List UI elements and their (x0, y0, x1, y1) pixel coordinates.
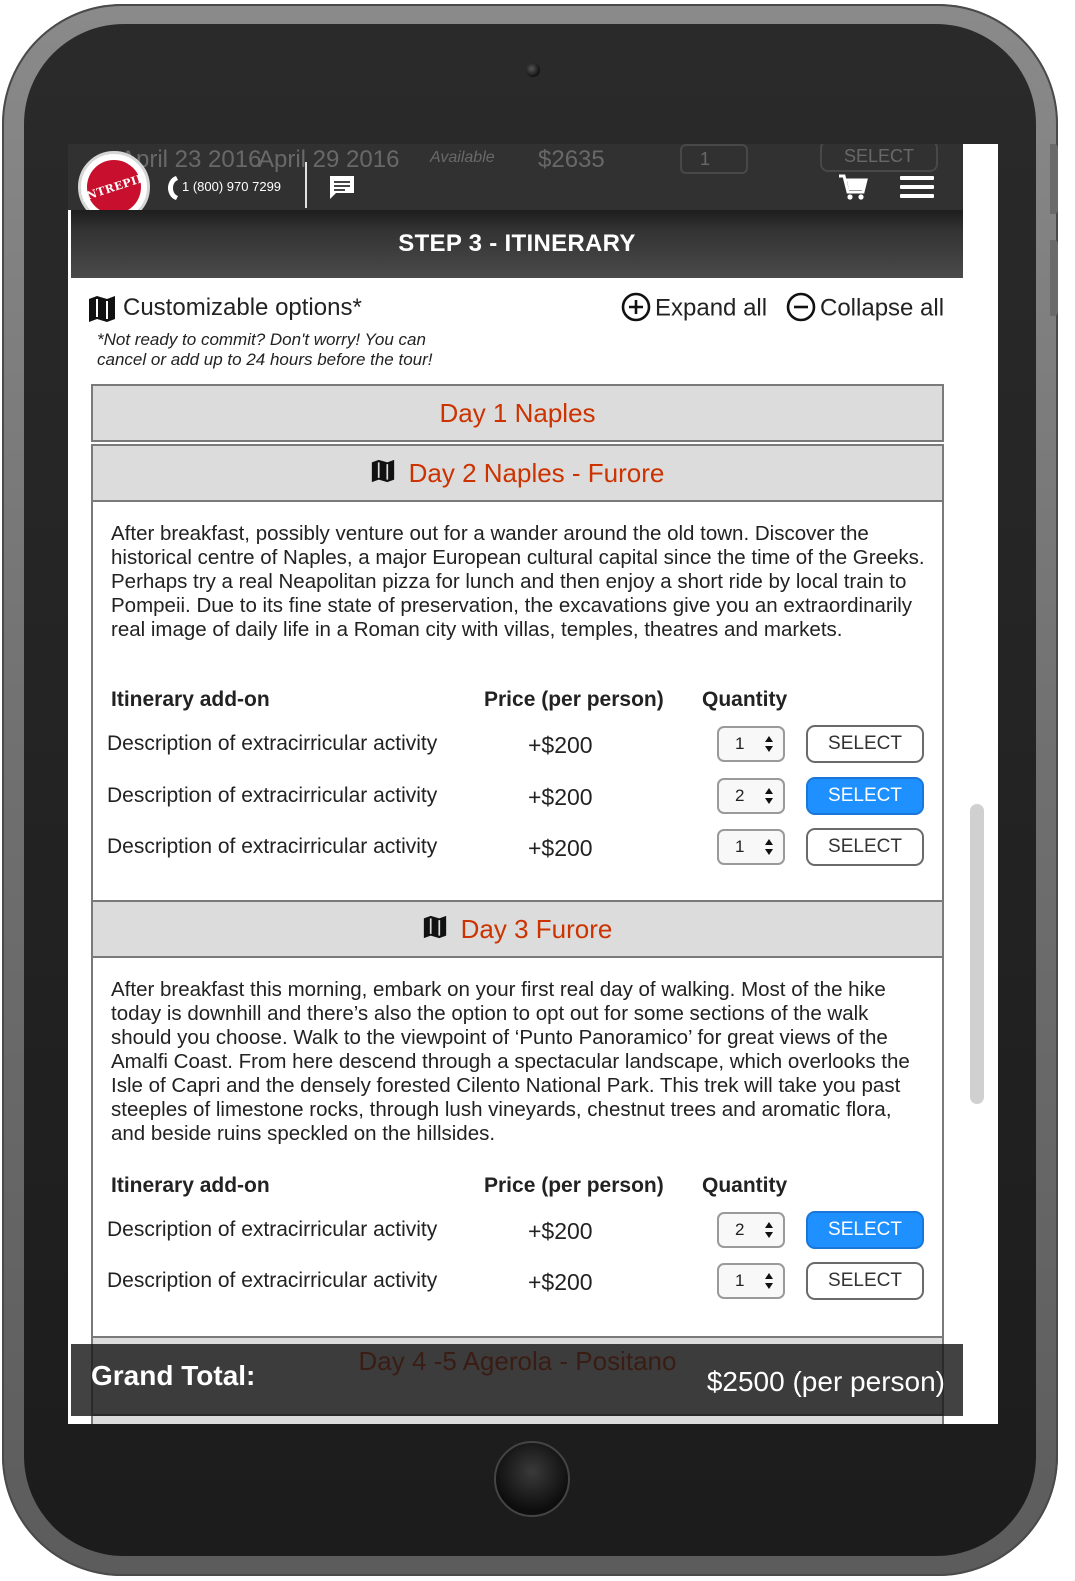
quantity-header: Quantity (702, 1174, 788, 1197)
home-button[interactable] (494, 1441, 570, 1517)
addon-price: +$200 (528, 1269, 593, 1295)
quantity-value: 2 (735, 1220, 745, 1239)
scrollbar[interactable] (970, 804, 984, 1104)
quantity-value: 2 (735, 786, 745, 805)
updown-icon (765, 1272, 773, 1290)
day-3-title: Day 3 Furore (460, 914, 613, 944)
select-button[interactable]: SELECT (806, 828, 924, 866)
grand-total-value: $2500 (per person) (706, 1366, 945, 1397)
side-button-upper (1050, 144, 1058, 214)
updown-icon (765, 787, 773, 805)
menu-icon[interactable] (900, 176, 934, 200)
day-1-title: Day 1 Naples (439, 398, 596, 428)
day-2-description: After breakfast, possibly venture out for a wander around the old town. Discover the historical centre of Naples, a major European cultural capital since the time of the Greeks. Perhaps try a real Neapolitan pizza for lunch and then enjoy a short ride by local train to Pompeii. Due to its fine state of preservation, the excavations give you an extraordinarily real image of daily life in a Roman city with villas, temples, theatres and markets. (111, 522, 925, 641)
collapse-all-button[interactable] (786, 294, 944, 324)
addon-price: +$200 (528, 732, 593, 758)
quantity-select[interactable] (717, 1212, 785, 1248)
side-button-lower (1050, 240, 1058, 316)
day-3-body (91, 958, 944, 1336)
updown-icon (765, 1221, 773, 1239)
addon-header: Itinerary add-on (111, 688, 270, 711)
select-button[interactable]: SELECT (806, 1262, 924, 1300)
options-note: *Not ready to commit? Don't worry! You can cancel or add up to 24 hours before the tour! (97, 330, 433, 369)
next-day-peek (91, 1416, 944, 1424)
addon-price: +$200 (528, 784, 593, 810)
select-button-selected[interactable]: SELECT (806, 1211, 924, 1249)
day-3-header[interactable] (91, 900, 944, 958)
addon-description: Description of extracirricular activity (107, 732, 438, 755)
updown-icon (765, 838, 773, 856)
expand-all-button[interactable] (621, 294, 767, 324)
plus-circle-icon (621, 292, 651, 322)
phone-number[interactable]: 1 (800) 970 7299 (182, 179, 282, 194)
customizable-options-label: Customizable options* (123, 294, 362, 321)
screen (68, 144, 998, 1424)
day-2-body (91, 502, 944, 900)
addon-price: +$200 (528, 835, 593, 861)
addon-description: Description of extracirricular activity (107, 1218, 438, 1241)
map-icon (423, 915, 447, 939)
collapse-all-label: Collapse all (820, 294, 945, 322)
top-bar (68, 144, 963, 210)
price-header: Price (per person) (484, 688, 664, 711)
step-title: STEP 3 - ITINERARY (71, 210, 963, 278)
select-button[interactable]: SELECT (806, 725, 924, 763)
day-2-title: Day 2 Naples - Furore (408, 458, 665, 488)
quantity-value: 1 (735, 734, 745, 753)
quantity-value: 1 (735, 837, 745, 856)
price-header: Price (per person) (484, 1174, 664, 1197)
day-3-description: After breakfast this morning, embark on your first real day of walking. Most of the hike today is downhill and there’s also the option to opt out for some sections of the walk should you choose. Walk to the viewpoint of ‘Punto Panoramico’ for great views of the Amalfi Coast. From here descend through a spectacular landscape, which overlooks the Isle of Capri and the densely forested Cilento National Park. This trek will take you past steeples of limestone rocks, through lush vineyards, chestnut trees and aromatic flora, and beside ruins speckled on the hillsides. (111, 978, 910, 1145)
minus-circle-icon (786, 292, 816, 322)
map-icon (371, 459, 395, 483)
addon-description: Description of extracirricular activity (107, 1269, 438, 1292)
camera-icon (526, 63, 540, 77)
grand-total-bar (71, 1344, 963, 1416)
quantity-select[interactable] (717, 1263, 785, 1299)
day-1-header[interactable] (91, 384, 944, 442)
cart-icon[interactable] (838, 172, 868, 202)
logo-disc (79, 160, 149, 214)
addon-header: Itinerary add-on (111, 1174, 270, 1197)
quantity-select[interactable] (717, 726, 785, 762)
quantity-value: 1 (735, 1271, 745, 1290)
map-icon (88, 295, 116, 323)
select-button-selected[interactable]: SELECT (806, 777, 924, 815)
day-2-header[interactable] (91, 444, 944, 502)
expand-all-label: Expand all (655, 294, 768, 322)
quantity-select[interactable] (717, 829, 785, 865)
addon-price: +$200 (528, 1218, 593, 1244)
logo-text: INTREPID (79, 170, 149, 204)
quantity-header: Quantity (702, 688, 788, 711)
addon-description: Description of extracirricular activity (107, 835, 438, 858)
grand-total-label: Grand Total: (91, 1360, 256, 1391)
phone-icon[interactable] (166, 174, 180, 202)
quantity-select[interactable] (717, 778, 785, 814)
updown-icon (765, 735, 773, 753)
addon-description: Description of extracirricular activity (107, 784, 438, 807)
topbar-divider (305, 162, 307, 208)
chat-icon[interactable] (328, 174, 356, 200)
